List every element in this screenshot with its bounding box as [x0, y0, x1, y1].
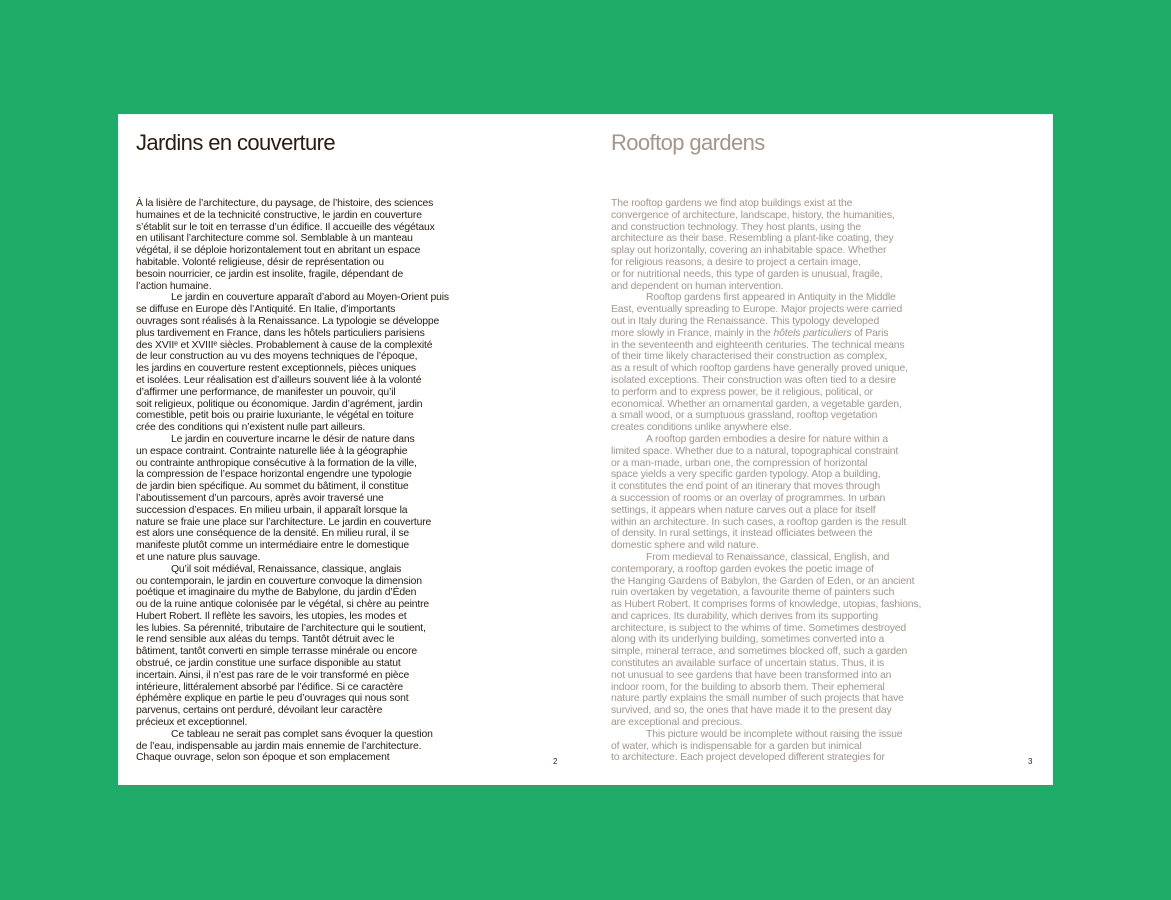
text-line: indoor room, for the building to absorb them. Their ephemeral [611, 681, 885, 693]
text-line: un espace contraint. Contrainte naturelle liée à la géographie [136, 445, 408, 457]
text-line: comestible, petit bois ou prairie luxuriante, le végétal en toiture [136, 410, 414, 422]
text-line: Le jardin en couverture incarne le désir de nature dans [171, 433, 415, 445]
text-line: splay out horizontally, covering an inhabitable space. Whether [611, 245, 887, 257]
text-line: architecture as their base. Resembling a plant-like coating, they [611, 233, 894, 245]
text-line: humaines et de la technicité constructive, le jardin en couverture [136, 209, 422, 221]
page-title-french: Jardins en couverture [136, 130, 335, 155]
text-line: to architecture. Each project developed different strategies for [611, 752, 885, 764]
text-line: or for nutritional needs, this type of garden is unusual, fragile, [611, 268, 883, 280]
left-page [118, 114, 588, 785]
text-line: est alors une conséquence de la densité. En milieu rural, il se [136, 528, 409, 540]
text-line: ruin overtaken by vegetation, a favourite theme of painters such [611, 587, 895, 599]
body-text-french [136, 198, 488, 764]
text-line: along with its underlying building, sometimes converted into a [611, 634, 885, 646]
text-line: nature partly explains the small number of such projects that have [611, 693, 904, 705]
text-line: economical. Whether an ornamental garden, a vegetable garden, [611, 398, 902, 410]
page-number-right: 3 [1028, 757, 1033, 766]
text-line: of water, which is indispensable for a garden but inimical [611, 740, 862, 752]
text-line: manifeste plutôt comme un intermédiaire entre le domestique [136, 540, 409, 552]
text-line: ouvrages sont réalisés à la Renaissance. La typologie se développe [136, 315, 440, 327]
text-line: not unusual to see gardens that have been transformed into an [611, 669, 892, 681]
text-line: poétique et imaginaire du mythe de Babylone, du jardin d’Éden [136, 587, 417, 599]
text-line: it constitutes the end point of an itinerary that moves through [611, 481, 880, 493]
text-line: more slowly in France, mainly in the hôtels particuliers of Paris [611, 327, 889, 339]
text-line: l’aboutissement d’un parcours, après avoir traversé une [136, 492, 384, 504]
text-line: or a man-made, urban one, the compression of horizontal [611, 457, 868, 469]
text-line: la compression de l’espace horizontal engendre une typologie [136, 469, 412, 481]
text-line: and caprices. Its durability, which derives from its supporting [611, 610, 878, 622]
text-line: Hubert Robert. Il reflète les savoirs, les utopies, les modes et [136, 610, 407, 622]
text-line: of their time likely characterised their construction as complex, [611, 351, 888, 363]
text-line: From medieval to Renaissance, classical, English, and [646, 551, 890, 563]
page-number-left: 2 [553, 757, 558, 766]
text-line: contemporary, a rooftop garden evokes the poetic image of [611, 563, 874, 575]
italic-term: hôtels particuliers [773, 327, 852, 339]
text-line: l’action humaine. [136, 280, 212, 292]
text-line: et une nature plus sauvage. [136, 551, 261, 563]
text-line: simple, mineral terrace, and sometimes blocked off, such a garden [611, 646, 908, 658]
text-line: in the seventeenth and eighteenth centuries. The technical means [611, 339, 905, 351]
text-line: incertain. Ainsi, il n’est pas rare de le voir transformé en pièce [136, 669, 410, 681]
text-line: les lubies. Sa pérennité, tributaire de l’architecture qui le soutient, [136, 622, 426, 634]
text-line: ou contrainte anthropique consécutive à la formation de la ville, [136, 457, 417, 469]
text-line: Chaque ouvrage, selon son époque et son emplacement [136, 752, 390, 764]
text-line: les jardins en couverture restent exceptionnels, pièces uniques [136, 363, 416, 375]
text-line: architecture, is subject to the whims of time. Sometimes destroyed [611, 622, 907, 634]
text-line: À la lisière de l’architecture, du paysage, de l’histoire, des sciences [136, 198, 434, 209]
text-line: space yields a very specific garden typology. Atop a building, [611, 469, 881, 481]
text-line: within an architecture. In such cases, a rooftop garden is the result [611, 516, 907, 528]
text-line: Le jardin en couverture apparaît d’abord au Moyen-Orient puis [171, 292, 449, 304]
text-line: as a result of which rooftop gardens have generally proved unique, [611, 363, 908, 375]
text-line: habitable. Volonté religieuse, désir de représentation ou [136, 256, 384, 268]
text-line: and dependent on human intervention. [611, 280, 784, 292]
text-line: de jardin bien spécifique. Au sommet du bâtiment, il constitue [136, 481, 409, 493]
text-line: ou contemporain, le jardin en couverture convoque la dimension [136, 575, 422, 587]
text-line: éphémère explique en partie le peu d’ouvrages qui nous sont [136, 693, 409, 705]
text-line: The rooftop gardens we find atop buildings exist at the [611, 198, 853, 209]
text-line: le rend sensible aux aléas du temps. Tantôt détruit avec le [136, 634, 395, 646]
text-line: are exceptional and precious. [611, 717, 743, 729]
text-line: s’établit sur le toit en terrasse d’un édifice. Il accueille des végétaux [136, 221, 435, 233]
text-line: a small wood, or a sumptuous grassland, rooftop vegetation [611, 410, 878, 422]
text-line: A rooftop garden embodies a desire for nature within a [646, 433, 889, 445]
text-line: et isolées. Leur réalisation est d’ailleurs souvent liée à la volonté [136, 374, 422, 386]
text-line: besoin nourricier, ce jardin est insolite, fragile, dépendant de [136, 268, 404, 280]
text-line: settings, it appears when nature carves out a place for itself [611, 504, 876, 516]
text-line: crée des conditions qui n’existent nulle part ailleurs. [136, 422, 366, 434]
text-line: and construction technology. They host plants, using the [611, 221, 861, 233]
text-line: isolated exceptions. Their construction was often tied to a desire [611, 374, 897, 386]
text-line: de leur construction au vu des moyens techniques de l’époque, [136, 351, 418, 363]
text-line: se diffuse en Europe dès l’Antiquité. En Italie, d’importants [136, 304, 396, 316]
text-line: of density. In rural settings, it instead officiates between the [611, 528, 873, 540]
text-line: creates conditions unlike anywhere else. [611, 422, 792, 434]
text-line: obstrué, ce jardin constitue une surface disponible au statut [136, 658, 401, 670]
text-line: domestic sphere and wild nature. [611, 540, 759, 552]
text-line: out in Italy during the Renaissance. This typology developed [611, 315, 880, 327]
text-line: Qu’il soit médiéval, Renaissance, classique, anglais [171, 563, 402, 575]
text-line: to perform and to express power, be it religious, political, or [611, 386, 873, 398]
book-spread [118, 114, 1053, 785]
text-line: the Hanging Gardens of Babylon, the Garden of Eden, or an ancient [611, 575, 915, 587]
text-line: de l’eau, indispensable au jardin mais ennemie de l’architecture. [136, 740, 422, 752]
text-line: précieux et exceptionnel. [136, 717, 248, 729]
text-line: d’affirmer une performance, de manifester un pouvoir, qu’il [136, 386, 396, 398]
text-line: for religious reasons, a desire to project a certain image, [611, 256, 861, 268]
text-line: végétal, il se déploie horizontalement tout en abritant un espace [136, 245, 421, 257]
text-line: plus tardivement en France, dans les hôtels particuliers parisiens [136, 327, 425, 339]
text-line: as Hubert Robert. It comprises forms of knowledge, utopias, fashions, [611, 599, 922, 611]
text-line: survived, and so, the ones that have made it to the present day [611, 705, 892, 717]
text-line: bâtiment, tantôt converti en simple terrasse minérale ou encore [136, 646, 418, 658]
text-line: soit religieux, politique ou économique. Jardin d’agrément, jardin [136, 398, 423, 410]
text-line: This picture would be incomplete without raising the issue [646, 728, 903, 740]
text-line: constitutes an available surface of uncertain status. Thus, it is [611, 658, 885, 670]
text-line: intérieure, littéralement absorbé par l’édifice. Si ce caractère [136, 681, 404, 693]
text-line: East, eventually spreading to Europe. Major projects were carried [611, 304, 903, 316]
text-line: succession d’espaces. En milieu urbain, il apparaît lorsque la [136, 504, 408, 516]
text-line: a succession of rooms or an overlay of programmes. In urban [611, 492, 886, 504]
body-text-english [611, 198, 963, 764]
page-title-english: Rooftop gardens [611, 130, 765, 155]
text-line: en utilisant l’architecture comme sol. Semblable à un manteau [136, 233, 413, 245]
right-page [588, 114, 1053, 785]
text-line: Ce tableau ne serait pas complet sans évoquer la question [171, 728, 433, 740]
text-line: parvenus, certains ont perduré, dévoilant leur caractère [136, 705, 383, 717]
text-line: limited space. Whether due to a natural, topographical constraint [611, 445, 899, 457]
text-line: Rooftop gardens first appeared in Antiquity in the Middle [646, 292, 896, 304]
text-line: nature se fraie une place sur l’architecture. Le jardin en couverture [136, 516, 432, 528]
text-line: des XVIIᵉ et XVIIIᵉ siècles. Probablement à cause de la complexité [136, 339, 433, 351]
text-line: convergence of architecture, landscape, history, the humanities, [611, 209, 895, 221]
text-line: ou de la ruine antique colonisée par le végétal, si chère au peintre [136, 599, 430, 611]
